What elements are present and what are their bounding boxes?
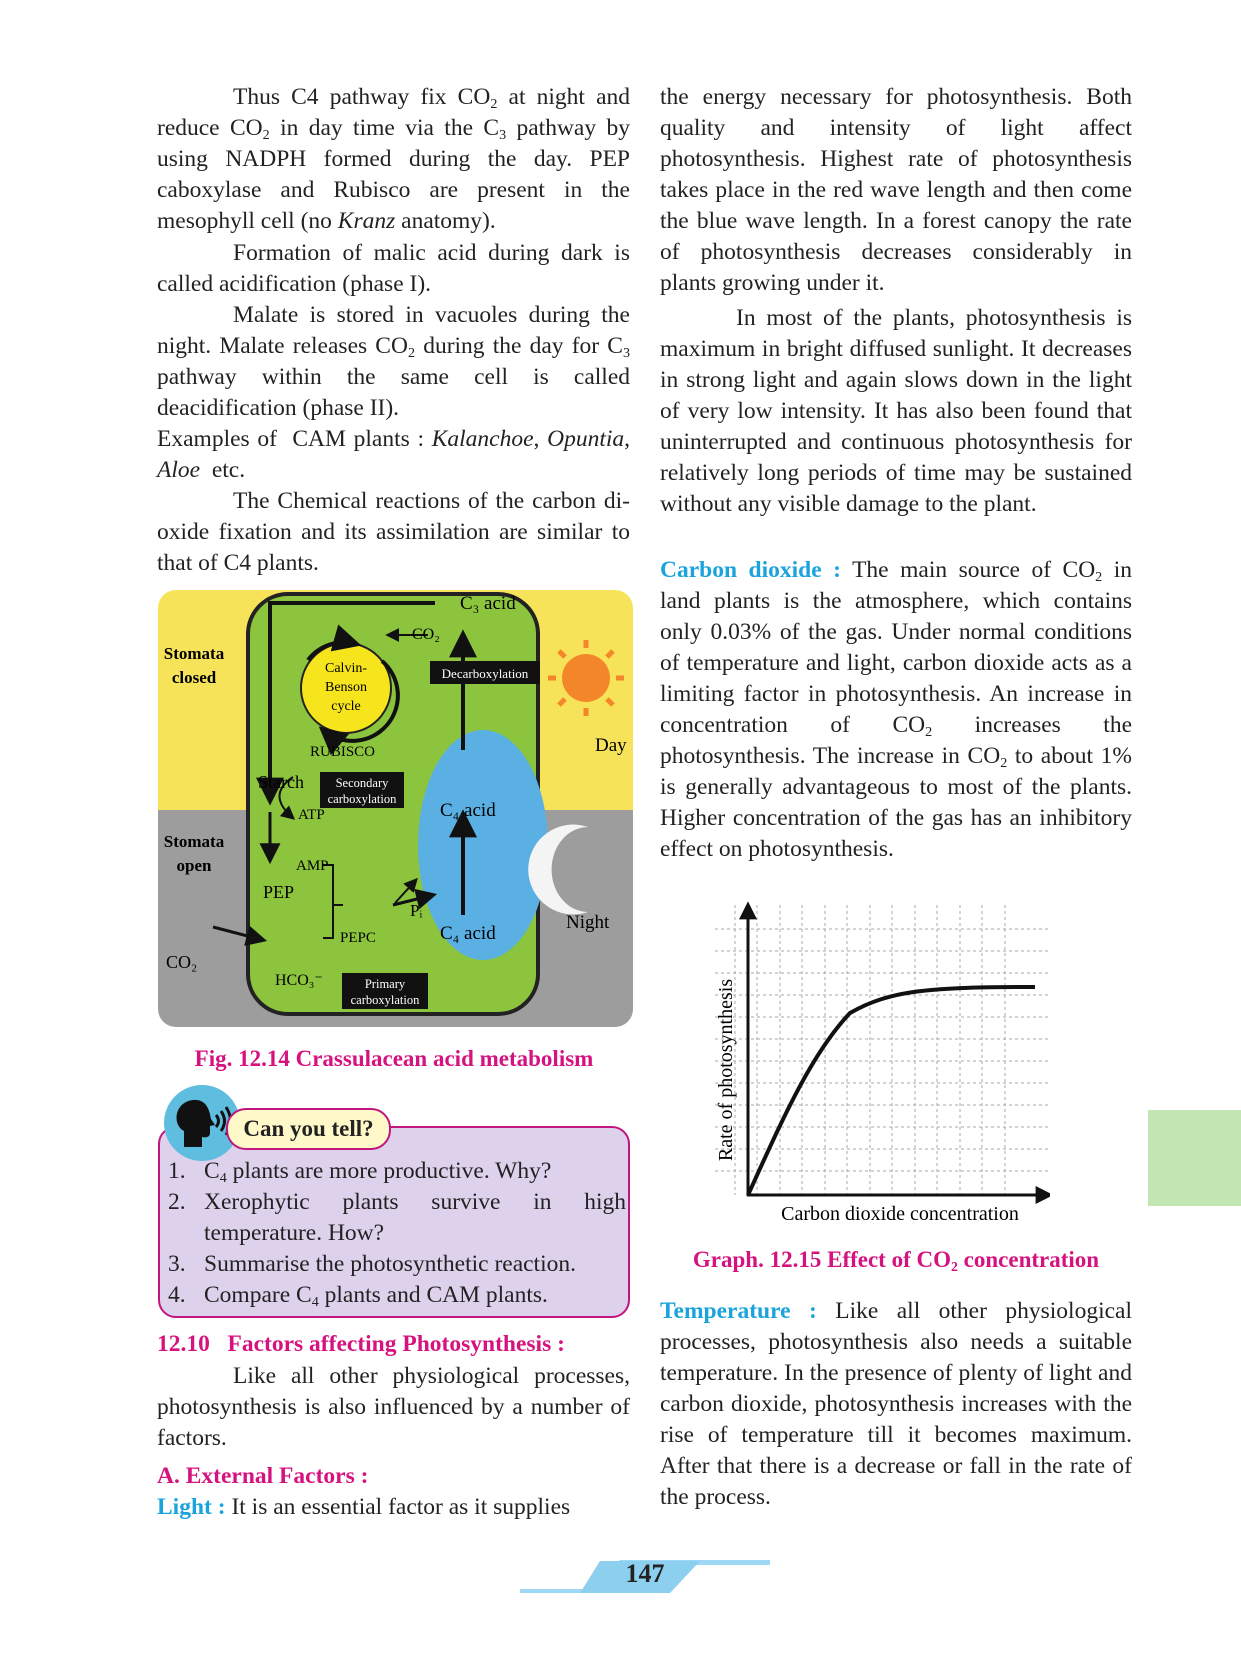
cam-diagram <box>158 590 633 1027</box>
list-item: 3. Summarise the photosynthetic reaction. <box>168 1251 576 1277</box>
temperature-paragraph: Temperature : Like all other physiological processes, photosynthesis also needs a suitable temperature. In the presence of plenty of light and carbon dioxide, photosynthesis increases with the rise of temperature till it becomes maximum. After that there is a decrease or fall in the rate of the process. <box>660 1298 1132 1510</box>
c4-acid-mid-label: C₄ acid <box>440 800 496 821</box>
night-label: Night <box>566 912 610 933</box>
secondary-carboxylation-label-1: Secondary <box>335 776 389 790</box>
calvin-label-2: Benson <box>325 680 367 695</box>
co2-graph <box>710 895 1050 1225</box>
right-paragraph-1: the energy necessary for photosynthesis. Both quality and intensity of light affect photosynthesis. Highest rate of photosynthesis takes place in the red wave length and then come the blue wave length. In a forest canopy the rate of photosynthesis decreases considerably in plants growing under it. <box>660 84 1132 296</box>
section-heading: 12.10 Factors affecting Photosynthesis : <box>157 1331 565 1357</box>
c4-acid-bottom-label: C₄ acid <box>440 923 496 944</box>
secondary-carboxylation-label-2: carboxylation <box>327 792 397 806</box>
can-you-tell-title: Can you tell? <box>226 1108 391 1150</box>
amp-label: AMP <box>296 858 329 874</box>
day-label: Day <box>595 735 627 756</box>
graph-ylabel: Rate of photosynthesis <box>715 978 737 1162</box>
list-item: 1. $C_4$ plants are more productive. Why? <box>168 1158 552 1186</box>
list-item: 4. Compare $C_4$ plants and CAM plants. <box>168 1282 548 1310</box>
co2-top-label: CO₂ <box>412 626 440 643</box>
graph-xlabel: Carbon dioxide concentration <box>781 1203 1019 1225</box>
primary-carboxylation-label-1: Primary <box>364 977 406 991</box>
external-factors-heading: A. External Factors : <box>157 1463 369 1489</box>
calvin-label-1: Calvin- <box>325 661 367 676</box>
left-paragraph-1: Thus C4 pathway fix $CO_2$ at night and reduce $CO_2$ in day time via the $C_3$ pathway by using NADPH formed during the day. PEP caboxylase and Rubisco are present in the mesophyll cell (no Kranz anatomy). <box>157 84 630 234</box>
primary-carboxylation-label-2: carboxylation <box>350 993 420 1007</box>
stomata-closed-label-2: closed <box>171 668 217 687</box>
pep-label: PEP <box>263 882 295 902</box>
left-paragraph-4: Examples of CAM plants : Kalanchoe, Opuntia, Aloe etc. <box>157 426 631 483</box>
starch-label: Starch <box>258 772 304 792</box>
atp-label: ATP <box>298 807 325 823</box>
section-intro: Like all other physiological processes, photosynthesis is also influenced by a number of factors. <box>157 1363 630 1451</box>
calvin-label-3: cycle <box>331 699 361 714</box>
can-you-tell-list <box>166 1156 626 1311</box>
figure-caption: Fig. 12.14 Crassulacean acid metabolism <box>194 1046 594 1071</box>
light-paragraph: Light : It is an essential factor as it supplies <box>157 1494 571 1520</box>
stomata-open-label: Stomata <box>163 832 225 851</box>
left-paragraph-3: Malate is stored in vacuoles during the night. Malate releases $CO_2$ during the day for $C_3$ pathway within the same cell is called deacidification (phase II). <box>157 302 630 421</box>
pi-label: Pᵢ <box>410 901 423 920</box>
list-item: 2. Xerophytic plants survive in high temperature. How? <box>168 1189 626 1246</box>
right-paragraph-2: In most of the plants, photosynthesis is maximum in bright diffused sunlight. It decreases in strong light and again slows down in the light of very low intensity. It has also been found that uninterrupted and continuous photosynthesis for relatively long periods of time may be sustained without any visible damage to the plant. <box>660 305 1132 517</box>
page-number: 147 <box>625 1559 665 1588</box>
side-tab <box>1148 1110 1241 1206</box>
pepc-label: PEPC <box>340 930 376 946</box>
left-paragraph-5: The Chemical reactions of the carbon di-oxide fixation and its assimilation are similar to that of C4 plants. <box>157 488 630 576</box>
co2-left-label: CO₂ <box>166 952 198 972</box>
co2-paragraph: Carbon dioxide : The main source of $CO_2$ in land plants is the atmosphere, which contains only 0.03% of the gas. Under normal conditions of temperature and light, carbon dioxide acts as a limiting factor in photosynthesis. An increase in concentration of $CO_2$ increases the photosynthesis. The increase in $CO_2$ to about 1% is generally advantageous to most of the plants. Higher concentration of the gas has an inhibitory effect on photosynthesis. <box>660 557 1133 862</box>
stomata-open-label-2: open <box>176 856 212 875</box>
rubisco-label: RUBISCO <box>310 744 376 760</box>
stomata-closed-label: Stomata <box>163 644 225 663</box>
left-paragraph-2: Formation of malic acid during dark is called acidification (phase I). <box>157 240 630 297</box>
decarboxylation-label: Decarboxylation <box>441 666 529 681</box>
c3-acid-label: C₃ acid <box>460 593 516 614</box>
hco3-label: HCO₃⁻ <box>275 972 323 989</box>
graph-caption: Graph. 12.15 Effect of $CO_2$ concentration <box>692 1247 1100 1274</box>
